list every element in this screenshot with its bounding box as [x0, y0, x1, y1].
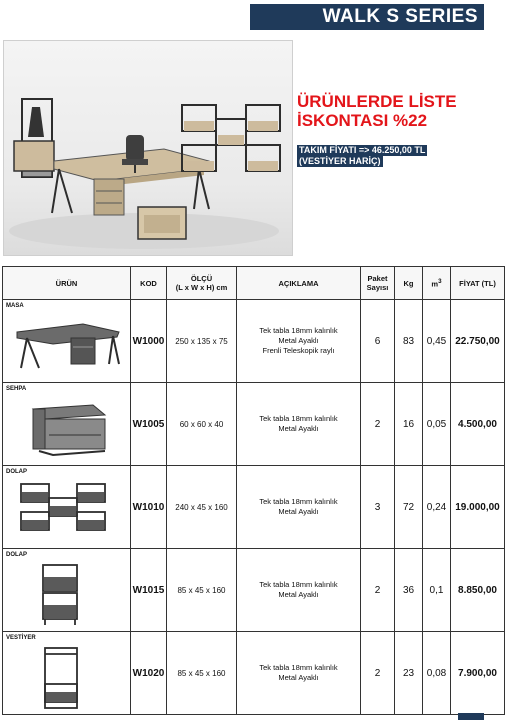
description-line: Tek tabla 18mm kalınlık	[259, 326, 338, 335]
product-code: W1015	[131, 549, 167, 632]
product-price-table	[2, 266, 505, 715]
product-type-label: MASA	[6, 303, 24, 309]
col-header-paket-line2: Sayısı	[366, 283, 389, 292]
table-row	[3, 466, 505, 549]
package-count: 2	[361, 383, 395, 466]
weight-kg: 83	[395, 300, 423, 383]
product-code: W1000	[131, 300, 167, 383]
col-header-fiyat: FİYAT (TL)	[451, 267, 505, 300]
package-count: 2	[361, 632, 395, 715]
product-dimensions: 85 x 45 x 160	[167, 549, 237, 632]
product-cell	[3, 632, 131, 715]
col-header-m3-unit: m	[431, 279, 439, 289]
series-title-banner: WALK S SERIES	[250, 4, 484, 30]
description-line: Tek tabla 18mm kalınlık	[259, 414, 338, 423]
narrow-cabinet-product-image	[13, 561, 123, 627]
discount-headline	[297, 92, 482, 130]
package-count: 6	[361, 300, 395, 383]
table-row	[3, 632, 505, 715]
col-header-olcu-line1: ÖLÇÜ	[190, 274, 213, 283]
volume-m3: 0,1	[423, 549, 451, 632]
weight-kg: 72	[395, 466, 423, 549]
description-line: Tek tabla 18mm kalınlık	[259, 497, 338, 506]
col-header-kod: KOD	[131, 267, 167, 300]
product-dimensions: 60 x 60 x 40	[167, 383, 237, 466]
volume-m3: 0,05	[423, 383, 451, 466]
product-cell	[3, 549, 131, 632]
col-header-olcu	[167, 267, 237, 300]
product-code: W1020	[131, 632, 167, 715]
product-type-label: VESTİYER	[6, 635, 36, 641]
set-price-note	[297, 145, 427, 167]
product-cell	[3, 300, 131, 383]
product-description	[237, 383, 361, 466]
description-line: Metal Ayaklı	[278, 507, 319, 516]
weight-kg: 23	[395, 632, 423, 715]
weight-kg: 36	[395, 549, 423, 632]
col-header-paket-line1: Paket	[367, 274, 388, 283]
col-header-aciklama: AÇIKLAMA	[237, 267, 361, 300]
set-price-line2: (VESTİYER HARİÇ)	[299, 156, 381, 166]
product-dimensions: 85 x 45 x 160	[167, 632, 237, 715]
product-description	[237, 300, 361, 383]
product-description	[237, 549, 361, 632]
price-tl: 7.900,00	[451, 632, 505, 715]
description-line: Frenli Teleskopik raylı	[262, 346, 335, 355]
coat-rack-product-image	[13, 644, 123, 710]
weight-kg: 16	[395, 383, 423, 466]
product-cell	[3, 466, 131, 549]
table-row	[3, 300, 505, 383]
col-header-urun: ÜRÜN	[3, 267, 131, 300]
volume-m3: 0,45	[423, 300, 451, 383]
product-description	[237, 466, 361, 549]
description-line: Tek tabla 18mm kalınlık	[259, 663, 338, 672]
price-tl: 4.500,00	[451, 383, 505, 466]
wide-cabinet-product-image	[13, 478, 123, 544]
product-type-label: SEHPA	[6, 386, 27, 392]
col-header-kg: Kg	[395, 267, 423, 300]
description-line: Metal Ayaklı	[278, 336, 319, 345]
package-count: 3	[361, 466, 395, 549]
desk-product-image	[13, 312, 123, 378]
table-row	[3, 549, 505, 632]
product-code: W1010	[131, 466, 167, 549]
product-type-label: DOLAP	[6, 552, 27, 558]
coffee-table-product-image	[13, 395, 123, 461]
price-tl: 19.000,00	[451, 466, 505, 549]
volume-m3: 0,08	[423, 632, 451, 715]
description-line: Metal Ayaklı	[278, 424, 319, 433]
discount-headline-line2: İSKONTASI %22	[297, 111, 428, 130]
set-price-line1: TAKIM FİYATI => 46.250,00 TL	[299, 145, 426, 155]
price-tl: 22.750,00	[451, 300, 505, 383]
volume-m3: 0,24	[423, 466, 451, 549]
product-dimensions: 250 x 135 x 75	[167, 300, 237, 383]
col-header-m3-sup: 3	[438, 278, 442, 286]
col-header-olcu-line2: (L x W x H) cm	[175, 283, 228, 292]
table-row	[3, 383, 505, 466]
package-count: 2	[361, 549, 395, 632]
product-dimensions: 240 x 45 x 160	[167, 466, 237, 549]
product-type-label: DOLAP	[6, 469, 27, 475]
col-header-m3	[423, 267, 451, 300]
price-tl: 8.850,00	[451, 549, 505, 632]
description-line: Tek tabla 18mm kalınlık	[259, 580, 338, 589]
page-corner-tab	[458, 713, 484, 720]
office-set-illustration	[4, 41, 294, 257]
product-cell	[3, 383, 131, 466]
col-header-paket	[361, 267, 395, 300]
product-code: W1005	[131, 383, 167, 466]
discount-headline-line1: ÜRÜNLERDE LİSTE	[297, 92, 457, 111]
description-line: Metal Ayaklı	[278, 590, 319, 599]
hero-product-photo	[3, 40, 293, 256]
description-line: Metal Ayaklı	[278, 673, 319, 682]
product-description	[237, 632, 361, 715]
table-header-row	[3, 267, 505, 300]
